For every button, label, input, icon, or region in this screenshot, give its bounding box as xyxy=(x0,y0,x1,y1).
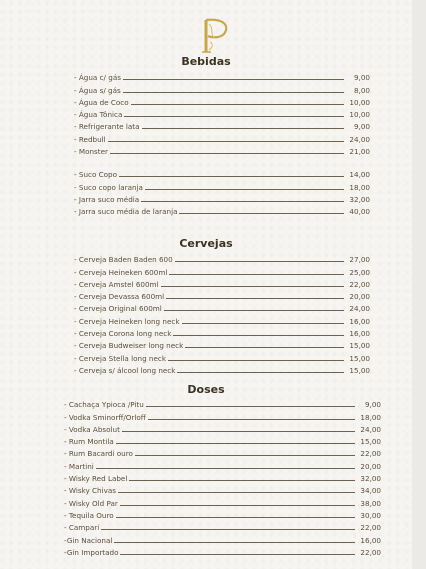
list-item: - Água s/ gás 8,00 xyxy=(74,85,370,95)
list-item: - Água de Coco 10,00 xyxy=(74,97,370,107)
section-title-doses: Doses xyxy=(187,383,225,396)
list-item: - Cerveja Heineken long neck 16,00 xyxy=(74,316,370,326)
list-item: - Jarra suco média de laranja 40,00 xyxy=(74,207,370,217)
list-item: - Cerveja Heineken 600ml 25,00 xyxy=(74,267,370,277)
list-item: - Cerveja Devassa 600ml 20,00 xyxy=(74,292,370,302)
cervejas-list xyxy=(74,252,370,375)
list-item: - Cerveja Budweiser long neck 15,00 xyxy=(74,341,370,351)
doses-list xyxy=(64,397,381,557)
section-title-bebidas: Bebidas xyxy=(181,55,231,68)
list-item: - Rum Bacardi ouro 22,00 xyxy=(64,449,381,459)
p-monogram-logo xyxy=(196,16,236,54)
list-item: - Cachaça Ypioca /Pitu 9,00 xyxy=(64,400,381,410)
bebidas-list xyxy=(74,70,370,216)
list-item: - Cerveja s/ álcool long neck 15,00 xyxy=(74,365,370,375)
list-item: - Suco copo laranja 18,00 xyxy=(74,182,370,192)
page-edge xyxy=(412,0,426,569)
list-item: - Refrigerante lata 9,00 xyxy=(74,122,370,132)
list-item: -Gin Importado 22,00 xyxy=(64,547,381,557)
list-item: - Martini 20,00 xyxy=(64,461,381,471)
list-item: - Jarra suco média 32,00 xyxy=(74,194,370,204)
list-item: - Vodka Sminorff/Orloff 18,00 xyxy=(64,412,381,422)
list-item: - Campari 22,00 xyxy=(64,523,381,533)
list-item: - Vodka Absolut 24,00 xyxy=(64,424,381,434)
list-item: - Cerveja Baden Baden 600 27,00 xyxy=(74,255,370,265)
list-item: - Cerveja Amstel 600ml 22,00 xyxy=(74,279,370,289)
list-item: - Redbull 24,00 xyxy=(74,134,370,144)
list-item: - Água Tônica 10,00 xyxy=(74,110,370,120)
list-item: -Gin Nacional 16,00 xyxy=(64,535,381,545)
list-item: - Monster 21,00 xyxy=(74,147,370,157)
list-item: - Cerveja Stella long neck 15,00 xyxy=(74,353,370,363)
list-item: - Wisky Red Label 32,00 xyxy=(64,474,381,484)
list-item: - Wisky Old Par 38,00 xyxy=(64,498,381,508)
list-item: - Rum Montila 15,00 xyxy=(64,437,381,447)
list-item: - Água c/ gás 9,00 xyxy=(74,73,370,83)
list-item: - Wisky Chivas 34,00 xyxy=(64,486,381,496)
list-item: - Cerveja Original 600ml 24,00 xyxy=(74,304,370,314)
list-item: - Cerveja Corona long neck 16,00 xyxy=(74,329,370,339)
section-title-cervejas: Cervejas xyxy=(179,237,233,250)
list-item: - Tequila Ouro 30,00 xyxy=(64,510,381,520)
list-item: - Suco Copo 14,00 xyxy=(74,170,370,180)
